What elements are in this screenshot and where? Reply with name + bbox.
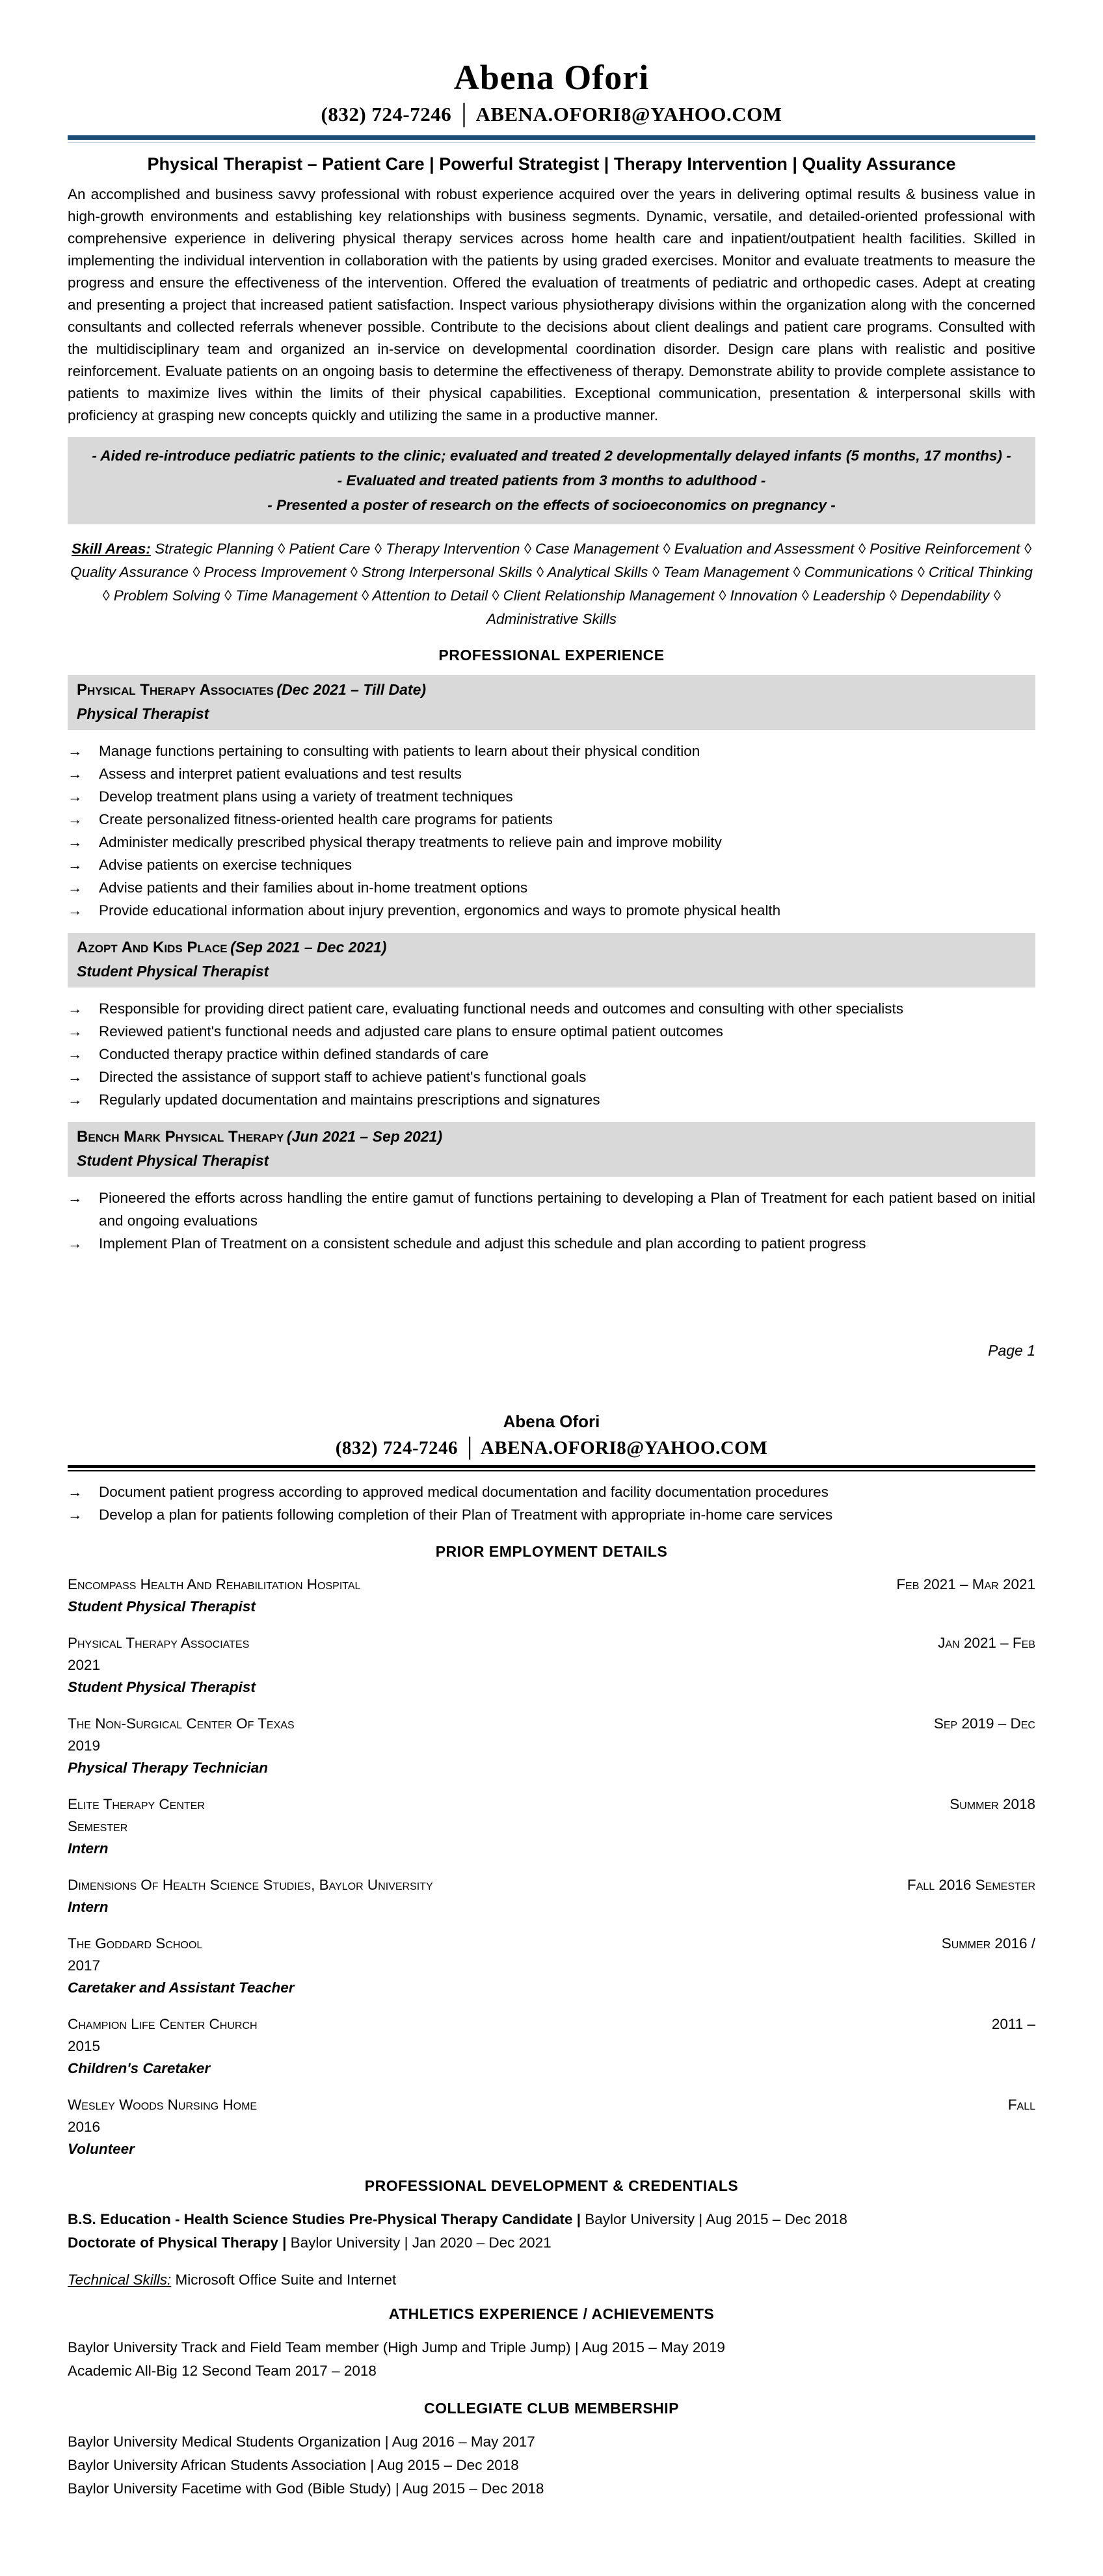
skill-areas-list: Strategic Planning ◊ Patient Care ◊ Therapy Intervention ◊ Case Management ◊ Evaluation and Assessment ◊ Positive Reinforcement ◊ Quality Assurance ◊ Process Improvement ◊ Strong Interpersonal Skills ◊ Analytical Skills ◊ Team Management ◊ Communications ◊ Critical Thinking ◊ Problem Solving ◊ Time Management ◊ Attention to Detail ◊ Client Relationship Management ◊ Innovation ◊ Leadership ◊ Dependability ◊ Administrative Skills [70, 541, 1033, 627]
club-item: Baylor University African Students Association | Aug 2015 – Dec 2018 [68, 2457, 519, 2473]
credential-detail: Baylor University | Aug 2015 – Dec 2018 [581, 2211, 847, 2227]
prior-company: Wesley Woods Nursing Home [68, 2097, 258, 2113]
prior-dates: Feb 2021 – Mar 2021 [896, 1576, 1035, 1592]
bullet-item: → Create personalized fitness-oriented health care programs for patients [68, 808, 1035, 831]
skill-areas [68, 537, 1035, 631]
athletics-item: Academic All-Big 12 Second Team 2017 – 2018 [68, 2363, 377, 2379]
job-company: Azopt And Kids Place [77, 939, 228, 956]
prior-dates-wrapped: 2017 [68, 1957, 101, 1974]
section-heading-athletics: ATHLETICS EXPERIENCE / ACHIEVEMENTS [388, 2305, 715, 2322]
bullet-item: → Administer medically prescribed physical therapy treatments to relieve pain and improve mobility [68, 831, 1035, 853]
credential-line [68, 2231, 1035, 2255]
bullet-item: → Pioneered the efforts across handling the entire gamut of functions pertaining to developing a Plan of Treatment for each patient based on initial and ongoing evaluations [68, 1187, 1035, 1232]
prior-job-entry [68, 2013, 1035, 2080]
bullet-item: → Conducted therapy practice within defined standards of care [68, 1043, 1035, 1066]
bullet-item: → Assess and interpret patient evaluations and test results [68, 762, 1035, 785]
technical-skills-list: Microsoft Office Suite and Internet [171, 2272, 397, 2288]
job-bullets [68, 1187, 1035, 1255]
bullet-item: → Document patient progress according to approved medical documentation and facility documentation procedures [68, 1481, 1035, 1503]
prior-role: Caretaker and Assistant Teacher [68, 1979, 295, 1996]
prior-role: Student Physical Therapist [68, 1679, 256, 1695]
prior-dates-wrapped: Semester [68, 1818, 128, 1834]
job-header-bench-mark-physical-therapy [68, 1122, 1035, 1177]
prior-dates: Fall [1007, 2097, 1035, 2113]
prior-job-entry [68, 2094, 1035, 2160]
prior-job-entry [68, 1793, 1035, 1860]
prior-role: Volunteer [68, 2141, 135, 2157]
prior-dates-wrapped: 2015 [68, 2038, 101, 2054]
arrow-bullet-icon: → [68, 1484, 83, 1500]
prior-dates: Summer 2018 [950, 1796, 1035, 1812]
job-role: Physical Therapist [77, 705, 209, 722]
arrow-bullet-icon: → [68, 1507, 83, 1523]
bullet-item: → Manage functions pertaining to consulting with patients to learn about their physical condition [68, 740, 1035, 762]
arrow-bullet-icon: → [68, 1069, 83, 1085]
prior-dates-wrapped: 2021 [68, 1657, 101, 1673]
job-role: Student Physical Therapist [77, 963, 269, 980]
bullet-item: → Regularly updated documentation and maintains prescriptions and signatures [68, 1088, 1035, 1111]
prior-role: Student Physical Therapist [68, 1598, 256, 1615]
section-heading-collegiate-clubs: COLLEGIATE CLUB MEMBERSHIP [423, 2400, 680, 2417]
arrow-bullet-icon: → [68, 1000, 83, 1017]
prior-job-entry [68, 1933, 1035, 1999]
prior-dates: Fall 2016 Semester [907, 1877, 1035, 1893]
prior-dates-wrapped: 2019 [68, 1737, 101, 1754]
bullet-item: → Provide educational information about injury prevention, ergonomics and ways to promote physical health [68, 899, 1035, 922]
arrow-bullet-icon: → [68, 766, 83, 782]
job-bullets [68, 740, 1035, 922]
credential-degree: B.S. Education - Health Science Studies Pre-Physical Therapy Candidate | [68, 2211, 581, 2227]
arrow-bullet-icon: → [68, 1092, 83, 1108]
contact-info: (832) 724-7246 │ ABENA.OFORI8@YAHOO.COM [321, 103, 782, 126]
club-item: Baylor University Facetime with God (Bible Study) | Aug 2015 – Dec 2018 [68, 2480, 544, 2497]
prior-dates-wrapped: 2016 [68, 2119, 101, 2135]
prior-dates: Summer 2016 / [941, 1935, 1035, 1952]
candidate-name: Abena Ofori [503, 1412, 600, 1431]
prior-company: Champion Life Center Church [68, 2016, 258, 2032]
highlight-item: - Presented a poster of research on the effects of socioeconomics on pregnancy - [267, 497, 836, 513]
contact-info: (832) 724-7246 │ ABENA.OFORI8@YAHOO.COM [335, 1438, 768, 1458]
bullet-item: → Advise patients on exercise techniques [68, 853, 1035, 876]
section-heading-professional-experience: PROFESSIONAL EXPERIENCE [438, 647, 665, 664]
prior-job-entry [68, 1574, 1035, 1618]
credential-degree: Doctorate of Physical Therapy | [68, 2234, 287, 2251]
prior-dates: Jan 2021 – Feb [938, 1635, 1035, 1651]
prior-job-entry [68, 1713, 1035, 1779]
bullet-item: → Implement Plan of Treatment on a consistent schedule and adjust this schedule and plan according to patient progress [68, 1232, 1035, 1255]
prior-job-entry [68, 1874, 1035, 1918]
headline-title: Physical Therapist – Patient Care | Powerful Strategist | Therapy Intervention | Quality Assurance [147, 154, 956, 174]
bullet-item: → Advise patients and their families about in-home treatment options [68, 876, 1035, 899]
page-number: Page 1 [988, 1342, 1035, 1359]
prior-company: Elite Therapy Center [68, 1796, 205, 1812]
prior-company: The Goddard School [68, 1935, 203, 1952]
arrow-bullet-icon: → [68, 743, 83, 759]
highlight-item: - Evaluated and treated patients from 3 months to adulthood - [337, 472, 766, 489]
credential-line [68, 2208, 1035, 2231]
job-dates: (Jun 2021 – Sep 2021) [286, 1128, 442, 1145]
skill-areas-label: Skill Areas: [72, 541, 151, 557]
job-header-physical-therapy-associates [68, 675, 1035, 730]
prior-company: The Non-Surgical Center Of Texas [68, 1715, 295, 1732]
credential-detail: Baylor University | Jan 2020 – Dec 2021 [286, 2234, 552, 2251]
prior-company: Physical Therapy Associates [68, 1635, 250, 1651]
prior-role: Children's Caretaker [68, 2060, 211, 2076]
section-heading-prior-employment: PRIOR EMPLOYMENT DETAILS [435, 1543, 668, 1560]
arrow-bullet-icon: → [68, 811, 83, 827]
bullet-item: → Directed the assistance of support staff to achieve patient's functional goals [68, 1066, 1035, 1088]
job-role: Student Physical Therapist [77, 1152, 269, 1169]
athletics-item: Baylor University Track and Field Team member (High Jump and Triple Jump) | Aug 2015 – May 2019 [68, 2339, 725, 2355]
section-heading-professional-development: PROFESSIONAL DEVELOPMENT & CREDENTIALS [364, 2177, 739, 2194]
arrow-bullet-icon: → [68, 1235, 83, 1252]
arrow-bullet-icon: → [68, 902, 83, 919]
highlight-item: - Aided re-introduce pediatric patients to the clinic; evaluated and treated 2 developmentally delayed infants (5 months, 17 months) - [92, 448, 1011, 464]
header-divider-rule [68, 135, 1035, 142]
job-dates: (Dec 2021 – Till Date) [276, 681, 427, 698]
prior-role: Physical Therapy Technician [68, 1760, 269, 1776]
candidate-name: Abena Ofori [453, 58, 650, 97]
highlights-block [68, 437, 1035, 524]
prior-company: Dimensions Of Health Science Studies, Baylor University [68, 1877, 433, 1893]
arrow-bullet-icon: → [68, 879, 83, 896]
resume-page-2 [0, 1374, 1103, 2576]
job-dates: (Sep 2021 – Dec 2021) [230, 939, 387, 956]
bullet-item: → Responsible for providing direct patient care, evaluating functional needs and outcomes and consulting with other specialists [68, 997, 1035, 1020]
arrow-bullet-icon: → [68, 1023, 83, 1040]
bullet-item: → Develop treatment plans using a variety of treatment techniques [68, 785, 1035, 808]
bullet-item: → Develop a plan for patients following completion of their Plan of Treatment with appropriate in-home care services [68, 1503, 1035, 1526]
club-item: Baylor University Medical Students Organization | Aug 2016 – May 2017 [68, 2434, 535, 2450]
carryover-bullets [68, 1481, 1035, 1526]
job-company: Bench Mark Physical Therapy [77, 1128, 284, 1146]
arrow-bullet-icon: → [68, 788, 83, 805]
job-bullets [68, 997, 1035, 1111]
prior-role: Intern [68, 1840, 109, 1857]
job-header-azopt-and-kids-place [68, 933, 1035, 987]
arrow-bullet-icon: → [68, 1190, 83, 1206]
prior-dates: 2011 – [991, 2016, 1035, 2032]
technical-skills [68, 2272, 1035, 2288]
arrow-bullet-icon: → [68, 834, 83, 850]
arrow-bullet-icon: → [68, 857, 83, 873]
prior-dates: Sep 2019 – Dec [933, 1715, 1035, 1732]
prior-job-entry [68, 1632, 1035, 1698]
bullet-item: → Reviewed patient's functional needs and adjusted care plans to ensure optimal patient outcomes [68, 1020, 1035, 1043]
arrow-bullet-icon: → [68, 1046, 83, 1062]
job-company: Physical Therapy Associates [77, 681, 274, 699]
header-divider-rule [68, 1465, 1035, 1471]
prior-role: Intern [68, 1899, 109, 1915]
summary-paragraph: An accomplished and business savvy professional with robust experience acquired over the years in delivering optimal results & business value in high-growth environments and establishing key relationships with business segments. Dynamic, versatile, and detailed-oriented professional with comprehensive experience in delivering physical therapy services across home health care and inpatient/outpatient health facilities. Skilled in implementing the individual intervention in collaboration with the patients by using graded exercises. Monitor and evaluate treatments to measure the progress and ensure the effectiveness of the intervention. Offered the evaluation of treatments of pediatric and orthopedic cases. Adept at creating and presenting a project that increased patient satisfaction. Inspect various physiotherapy divisions within the organization along with the concerned consultants and collected referrals whenever possible. Contribute to the decisions about client dealings and patient care programs. Consulted with the multidisciplinary team and organized an in-service on developmental coordination disorder. Design care plans with realistic and positive reinforcement. Evaluate patients on an ongoing basis to determine the effectiveness of therapy. Demonstrate ability to provide complete assistance to patients to maximize lives within the limits of their physical capabilities. Exceptional communication, presentation & interpersonal skills with proficiency at grasping new concepts quickly and utilizing the same in a productive manner. [68, 186, 1035, 423]
technical-skills-label: Technical Skills: [68, 2272, 172, 2288]
prior-company: Encompass Health And Rehabilitation Hospital [68, 1576, 361, 1592]
